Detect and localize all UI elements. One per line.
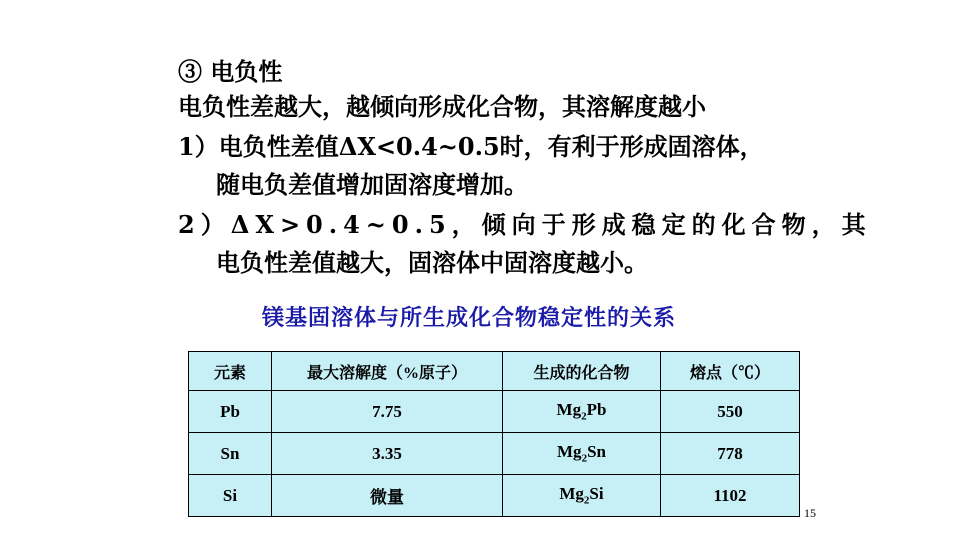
point-1-line: 1）电负性差值ΔX<0.4~0.5时，有利于形成固溶体，	[178, 132, 764, 161]
table-row	[189, 475, 800, 517]
cell-melting-point: 778	[661, 433, 800, 475]
header-element: 元素	[189, 352, 272, 391]
cell-element: Pb	[189, 391, 272, 433]
point-2-continuation: 电负性差值越大，固溶体中固溶度越小。	[216, 248, 648, 277]
cell-melting-point: 1102	[661, 475, 800, 517]
header-compound: 生成的化合物	[503, 352, 661, 391]
table-header-row	[189, 352, 800, 391]
cell-solubility: 微量	[272, 475, 503, 517]
table-title: 镁基固溶体与所生成化合物稳定性的关系	[262, 305, 677, 331]
cell-compound: $Mg_2Si$	[503, 475, 661, 517]
table-row	[189, 391, 800, 433]
point-2-line: 2）ΔX>0.4~0.5，倾向于形成稳定的化合物，其	[178, 210, 872, 239]
header-melting-point: 熔点（℃）	[661, 352, 800, 391]
cell-compound: $Mg_2Sn$	[503, 433, 661, 475]
cell-compound: $Mg_2Pb$	[503, 391, 661, 433]
table-row	[189, 433, 800, 475]
heading-electronegativity: ③ 电负性	[178, 57, 283, 86]
cell-solubility: 3.35	[272, 433, 503, 475]
statement-line: 电负性差越大，越倾向形成化合物，其溶解度越小	[178, 92, 706, 121]
point-1-continuation: 随电负差值增加固溶度增加。	[216, 170, 528, 199]
solubility-table	[188, 351, 800, 517]
page-number: 15	[804, 506, 816, 520]
cell-element: Sn	[189, 433, 272, 475]
cell-solubility: 7.75	[272, 391, 503, 433]
cell-melting-point: 550	[661, 391, 800, 433]
header-max-solubility: 最大溶解度（%原子）	[272, 352, 503, 391]
cell-element: Si	[189, 475, 272, 517]
